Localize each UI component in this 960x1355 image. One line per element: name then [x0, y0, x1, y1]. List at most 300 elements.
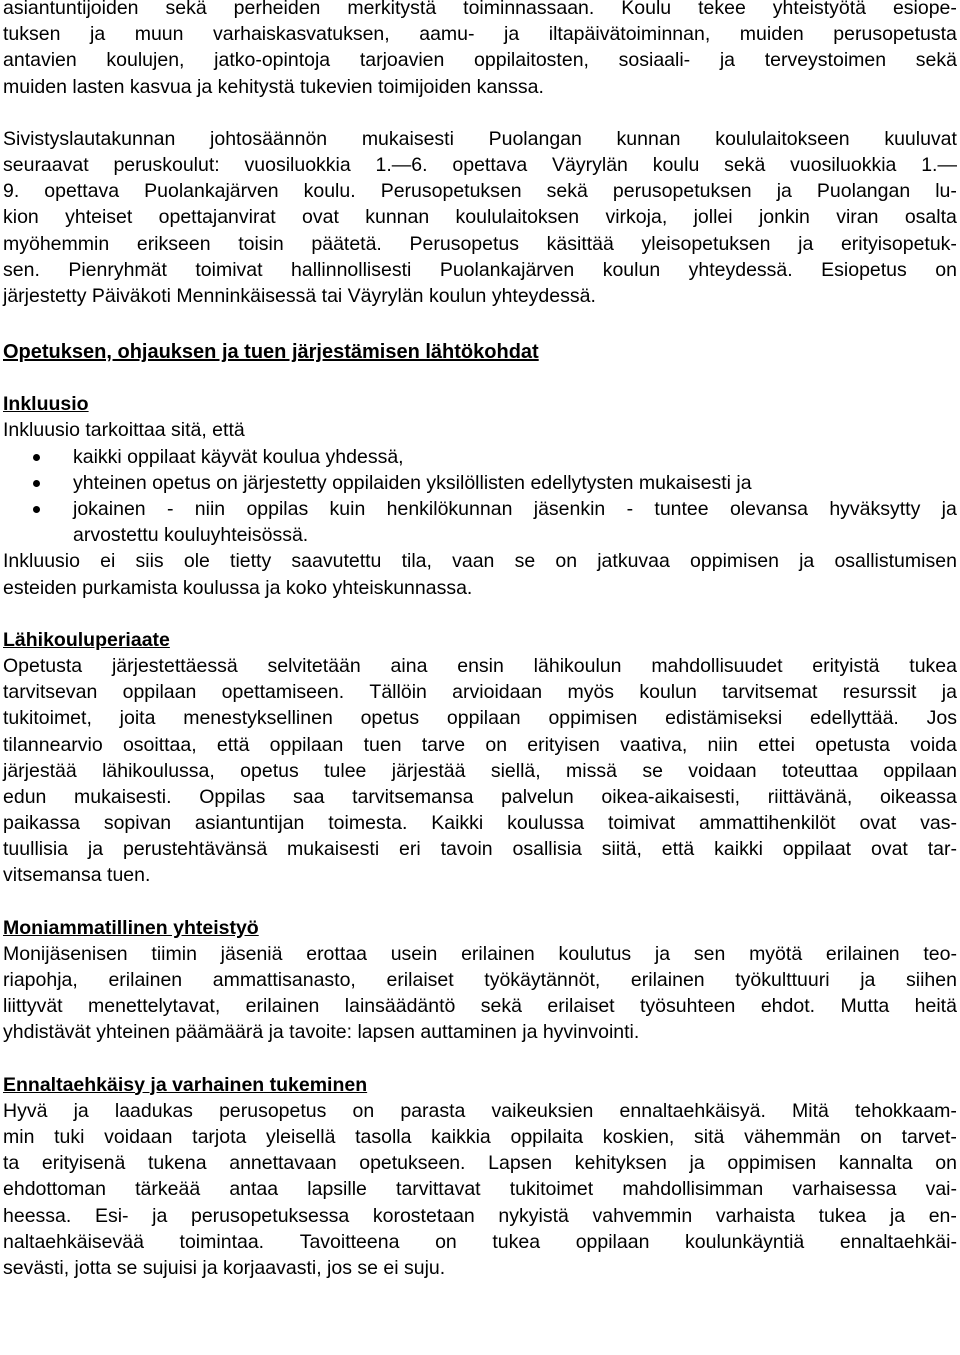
word: sen: [693, 942, 726, 965]
word: yleisopetuksen: [641, 232, 771, 255]
word: tar-: [927, 838, 957, 861]
word: tuullisia: [3, 838, 69, 861]
word: ja: [504, 23, 520, 46]
word: työkäytännöt,: [484, 969, 601, 991]
word: saa: [292, 785, 325, 808]
word: myöhemmin: [3, 232, 110, 255]
word: aina: [390, 654, 428, 677]
word: edellyttää.: [809, 707, 899, 730]
word: työkulttuuri: [735, 969, 830, 991]
word: ja: [941, 681, 957, 704]
word: tehokkaam-: [854, 1099, 957, 1122]
word: ole: [183, 550, 210, 573]
word: kuin: [329, 498, 366, 520]
word: min: [3, 1125, 35, 1148]
word: ja: [776, 180, 792, 203]
word: tukea: [909, 654, 957, 677]
word: tekee: [698, 0, 746, 19]
word: -: [166, 498, 174, 520]
word: tarvitsemansa: [352, 785, 474, 808]
word: perusopetusta: [833, 23, 957, 46]
bullet-text: [73, 496, 957, 522]
word: koululaitokseen: [715, 127, 850, 150]
word: että: [216, 733, 250, 756]
word: jokainen: [73, 498, 146, 520]
word: ammattihenkilöt: [699, 812, 836, 835]
word: siellä,: [490, 759, 541, 782]
word: järjestettäessä: [111, 654, 238, 677]
word: virkoja,: [605, 206, 668, 229]
word: oikea-aikaisesti,: [601, 785, 741, 808]
word: ja: [889, 1204, 906, 1227]
word: osoittaa,: [122, 733, 197, 756]
text-line: [3, 967, 957, 993]
word: vuosiluokkia: [244, 153, 351, 176]
intro-paragraph: [3, 0, 957, 100]
word: toimintaa.: [179, 1230, 265, 1253]
word: erityisenä: [41, 1152, 126, 1175]
word: on: [485, 733, 508, 756]
word: lapsille: [307, 1178, 367, 1201]
word: terveystoimen: [764, 49, 887, 72]
word: Koulu: [621, 0, 672, 19]
spacer: [3, 365, 957, 391]
word: koulu.: [303, 180, 356, 203]
word: Monijäsenisen: [3, 942, 128, 965]
word: tilannearvio: [3, 733, 103, 756]
word: Väyrylän: [552, 153, 628, 176]
word: voida: [910, 733, 957, 756]
word: on: [555, 550, 578, 573]
word: oppilaitosten,: [474, 49, 589, 72]
word: se: [514, 550, 536, 573]
word: riapohja,: [3, 969, 78, 991]
text-line: [3, 993, 957, 1019]
word: yleisellä: [266, 1125, 336, 1148]
word: päätetä.: [311, 232, 382, 255]
word: perheiden: [233, 0, 321, 19]
word: joita: [119, 707, 156, 730]
lahikoulu-section: [3, 627, 957, 889]
spacer: [3, 1046, 957, 1072]
spacer: [3, 889, 957, 915]
word: Puolangan: [488, 127, 582, 150]
word: 1.—: [921, 153, 957, 176]
word: arvioidaan: [452, 681, 543, 704]
bullet-item: [3, 444, 957, 470]
word: mukaisesti: [361, 127, 454, 150]
word: seuraavat: [3, 153, 89, 176]
text-line: [3, 679, 957, 705]
word: viran: [836, 206, 879, 229]
text-line: [3, 47, 957, 73]
word: ensin: [457, 654, 504, 677]
word: koulu: [652, 153, 700, 176]
word: kunnan: [365, 206, 430, 229]
spacer: [3, 309, 957, 339]
word: ja: [799, 550, 815, 573]
word: tukea: [492, 1230, 541, 1253]
word: oppilaan: [269, 733, 344, 756]
word: saavutettu: [291, 550, 382, 573]
word: kaikki: [714, 838, 763, 861]
text-line: [3, 1229, 957, 1255]
word: Mutta: [840, 995, 890, 1018]
word: olevansa: [729, 498, 808, 520]
text-line: vitsemansa tuen.: [3, 864, 151, 887]
word: osalta: [904, 206, 957, 229]
word: hyväksytty: [829, 498, 921, 520]
word: Pienryhmät: [68, 258, 167, 281]
text-line: [3, 178, 957, 204]
word: ja: [719, 49, 736, 72]
text-line: [3, 810, 957, 836]
word: opettajanvirat: [158, 206, 276, 229]
word: heitä: [914, 995, 957, 1018]
word: siitä,: [601, 838, 642, 861]
subsection-heading: Ennaltaehkäisy ja varhainen tukeminen: [3, 1073, 368, 1096]
word: tarvittavat: [396, 1178, 481, 1201]
word: järjestää: [3, 759, 77, 782]
word: erilainen: [825, 942, 900, 965]
word: hallinnollisesti: [291, 258, 412, 281]
word: lähikoulun: [533, 654, 622, 677]
word: erilainen: [108, 969, 183, 991]
word: 9.: [3, 180, 20, 203]
word: tietty: [230, 550, 272, 573]
word: tasolla: [355, 1125, 412, 1148]
word: siis: [135, 550, 164, 573]
word: peruskoulut:: [113, 153, 220, 176]
word: tavoin: [440, 838, 493, 861]
word: tarjota: [192, 1125, 247, 1148]
text-line: [3, 1203, 957, 1229]
schools-paragraph: [3, 126, 957, 309]
word: ehdottoman: [3, 1178, 106, 1201]
word: ja: [689, 1152, 705, 1175]
word: sekä: [546, 180, 588, 203]
word: vaan: [452, 550, 495, 573]
text-line: sevästi, jotta se sujuisi ja korjaavasti, jos se ei suju.: [3, 1256, 446, 1279]
word: jatkuvaa: [597, 550, 670, 573]
word: merkitystä: [347, 0, 437, 19]
word: sekä: [480, 995, 522, 1018]
word: jonkin: [758, 206, 810, 229]
word: vaativa,: [620, 733, 688, 756]
word: oppimisen: [727, 1152, 817, 1175]
word: en-: [928, 1204, 957, 1227]
word: toisin: [238, 232, 284, 255]
word: toimivat: [607, 812, 676, 835]
spacer: [3, 601, 957, 627]
word: lainsäädäntö: [344, 995, 456, 1018]
word: koulussa: [507, 812, 585, 835]
word: ennaltaehkäi-: [839, 1230, 957, 1253]
word: sopivan: [103, 812, 172, 835]
word: perusopetuksen: [612, 180, 752, 203]
word: korostetaan: [372, 1204, 475, 1227]
word: koulun: [602, 258, 661, 281]
word: sekä: [724, 153, 766, 176]
word: yhteiset: [65, 206, 133, 229]
word: jatko-opintoja: [214, 49, 331, 72]
word: koululaitoksen: [455, 206, 580, 229]
word: riittävänä,: [767, 785, 853, 808]
word: oppimisen: [690, 550, 779, 573]
ennaltaehkaisy-section: [3, 1072, 957, 1282]
text-line: muiden lasten kasvua ja kehitystä tukevien toimijoiden kanssa.: [3, 75, 544, 98]
word: kehityksen: [574, 1152, 667, 1175]
word: mukaisesti: [287, 838, 380, 861]
word: palvelun: [501, 785, 574, 808]
word: käsittää: [546, 232, 614, 255]
bullet-icon: [33, 480, 40, 487]
word: edun: [3, 785, 47, 808]
word: Sivistyslautakunnan: [3, 127, 176, 150]
word: Puolankajärven: [144, 180, 279, 203]
word: selvitetään: [267, 654, 361, 677]
word: liittyvät: [3, 995, 63, 1018]
word: on: [860, 1125, 882, 1148]
word: heessa.: [3, 1204, 72, 1227]
word: sitä: [694, 1125, 725, 1148]
word: tukea: [818, 1204, 867, 1227]
word: edistämiseksi: [665, 707, 783, 730]
word: siihen: [906, 969, 957, 991]
word: niin: [707, 733, 738, 756]
word: Puolangan: [816, 180, 911, 203]
text-line: [3, 758, 957, 784]
bullet-item: [3, 470, 957, 496]
word: ja: [654, 942, 671, 965]
text-line: [3, 1150, 957, 1176]
word: Tavoitteena: [299, 1230, 400, 1253]
word: oppilaan: [883, 759, 957, 782]
word: koulujen,: [106, 49, 185, 72]
word: erityisopetuk-: [840, 232, 957, 255]
word: tuntee: [654, 498, 709, 520]
word: vai-: [925, 1178, 957, 1201]
text-line: esteiden purkamista koulussa ja koko yhteiskunnassa.: [3, 576, 473, 599]
word: muun: [134, 23, 184, 46]
word: yhteistyötä: [772, 0, 866, 19]
word: erilainen: [245, 995, 320, 1018]
word: tuki: [54, 1125, 85, 1148]
word: osallisia: [512, 838, 582, 861]
word: kannalta: [838, 1152, 913, 1175]
word: koulunkäyntiä: [685, 1230, 805, 1253]
word: opetusta: [815, 733, 890, 756]
word: vähemmän: [744, 1125, 841, 1148]
word: ja: [87, 838, 104, 861]
word: ehdot.: [760, 995, 816, 1018]
word: kaikkia: [431, 1125, 491, 1148]
word: ja: [89, 23, 106, 46]
word: Tällöin: [369, 681, 427, 704]
word: jollei: [693, 206, 733, 229]
word: Esi-: [94, 1204, 129, 1227]
word: on: [435, 1230, 457, 1253]
word: asiantuntijoiden: [3, 0, 139, 19]
word: opetus: [240, 759, 299, 782]
word: antavien: [3, 49, 77, 72]
word: antaa: [229, 1178, 279, 1201]
word: vahvemmin: [592, 1204, 693, 1227]
word: toteuttaa: [781, 759, 858, 782]
word: henkilökunnan: [386, 498, 513, 520]
spacer: [3, 100, 957, 126]
section-heading: Opetuksen, ohjauksen ja tuen järjestämisen lähtökohdat: [3, 341, 539, 364]
text-line: [3, 1124, 957, 1150]
word: erilainen: [461, 942, 535, 965]
word: varhaisessa: [792, 1178, 897, 1201]
word: Opetusta: [3, 654, 83, 677]
word: asiantuntijan: [194, 812, 305, 835]
word: mahdollisuudet: [651, 654, 783, 677]
word: varhaiskasvatuksen,: [213, 23, 390, 46]
word: voidaan: [104, 1125, 173, 1148]
inkluusio-section: [3, 391, 957, 601]
text-line: [3, 257, 957, 283]
word: ja: [941, 498, 957, 520]
text-line: järjestetty Päiväkoti Menninkäisessä tai Väyrylän koulun yhteydessä.: [3, 284, 596, 307]
word: erilainen: [630, 969, 705, 991]
word: ta: [3, 1152, 20, 1175]
word: tila,: [401, 550, 432, 573]
text-line: [3, 231, 957, 257]
word: sekä: [915, 49, 957, 72]
text-line: [3, 705, 957, 731]
word: opettava: [44, 180, 120, 203]
word: lu-: [935, 180, 957, 203]
word: on: [935, 1152, 957, 1175]
word: voidaan: [688, 759, 757, 782]
word: menestyksellinen: [183, 707, 333, 730]
word: tarjoavien: [359, 49, 445, 72]
bullet-text: yhteinen opetus on järjestetty oppilaiden yksilöllisten edellytysten mukaisesti ja: [73, 471, 752, 494]
word: -: [626, 498, 634, 520]
word: johtosäännön: [210, 127, 328, 150]
word: tärkeää: [135, 1178, 201, 1201]
word: oikeassa: [879, 785, 957, 808]
word: oppilas: [246, 498, 309, 520]
text-line: Inkluusio tarkoittaa sitä, että: [3, 419, 245, 442]
moniammatillinen-section: [3, 915, 957, 1046]
word: ovat: [870, 838, 908, 861]
word: ettei: [758, 733, 795, 756]
word: oppilaita: [510, 1125, 584, 1148]
word: erilaiset: [386, 969, 454, 991]
word: se: [642, 759, 663, 782]
word: perusopetus: [219, 1099, 327, 1122]
word: oppilaat: [782, 838, 852, 861]
word: Esiopetus: [821, 258, 907, 281]
word: teo-: [923, 942, 957, 965]
word: kion: [3, 206, 39, 229]
word: vuosiluokkia: [790, 153, 897, 176]
word: paikassa: [3, 812, 80, 835]
word: osallistumisen: [834, 550, 957, 573]
document-page: [3, 0, 957, 1281]
word: niin: [194, 498, 226, 520]
word: toimivat: [195, 258, 263, 281]
word: tarvitsemat: [722, 681, 818, 704]
word: missä: [566, 759, 617, 782]
word: oppimisen: [548, 707, 638, 730]
text-line: [3, 126, 957, 152]
word: lähikoulussa,: [102, 759, 215, 782]
word: työsuhteen: [640, 995, 736, 1018]
word: annettavaan: [229, 1152, 337, 1175]
word: sen.: [3, 258, 40, 281]
word: ja: [798, 232, 814, 255]
word: myös: [567, 681, 615, 704]
word: mahdollisimman: [622, 1178, 764, 1201]
word: kunnan: [616, 127, 681, 150]
word: toiminnassaan.: [463, 0, 595, 19]
word: mukaisesti.: [74, 785, 172, 808]
word: koulun: [639, 681, 697, 704]
word: kuuluvat: [884, 127, 957, 150]
word: aamu-: [419, 23, 475, 46]
word: ammattisanasto,: [212, 969, 356, 991]
word: erityistä: [812, 654, 880, 677]
text-line: [3, 1098, 957, 1124]
word: erilaiset: [547, 995, 615, 1018]
word: usein: [390, 942, 438, 965]
word: on: [935, 258, 957, 281]
word: tiimin: [151, 942, 197, 965]
text-line: [3, 204, 957, 230]
word: perusopetuksessa: [190, 1204, 350, 1227]
word: vaikeuksien: [491, 1099, 594, 1122]
word: Mitä: [792, 1099, 829, 1122]
text-line: [3, 21, 957, 47]
word: varhaista: [715, 1204, 795, 1227]
word: erikseen: [136, 232, 211, 255]
word: ei: [100, 550, 116, 573]
subsection-heading: Inkluusio: [3, 393, 89, 416]
word: ja: [860, 969, 876, 991]
word: toimesta.: [328, 812, 408, 835]
word: jäsenkin: [533, 498, 606, 520]
word: laadukas: [114, 1099, 193, 1122]
word: on: [352, 1099, 375, 1122]
text-line: [3, 548, 957, 574]
word: koskien,: [602, 1125, 675, 1148]
text-line: [3, 941, 957, 967]
word: Perusopetuksen: [380, 180, 522, 203]
bullet-icon: [33, 506, 40, 513]
word: tarvet-: [901, 1125, 957, 1148]
word: ja: [73, 1099, 89, 1122]
word: tukena: [148, 1152, 207, 1175]
word: yhteydessä.: [688, 258, 793, 281]
word: myötä: [749, 942, 803, 965]
word: ennaltaehkäisyä.: [619, 1099, 766, 1122]
word: sosiaali-: [618, 49, 691, 72]
word: perustehtävänsä: [122, 838, 268, 861]
subsection-heading: Moniammatillinen yhteistyö: [3, 916, 259, 939]
word: jäseniä: [220, 942, 283, 965]
text-line: [3, 653, 957, 679]
word: Oppilas: [199, 785, 266, 808]
word: resurssit: [842, 681, 917, 704]
word: erityisen: [527, 733, 600, 756]
word: opetus: [360, 707, 420, 730]
word: tukitoimet: [509, 1178, 594, 1201]
subsection-heading: Lähikouluperiaate: [3, 628, 170, 651]
